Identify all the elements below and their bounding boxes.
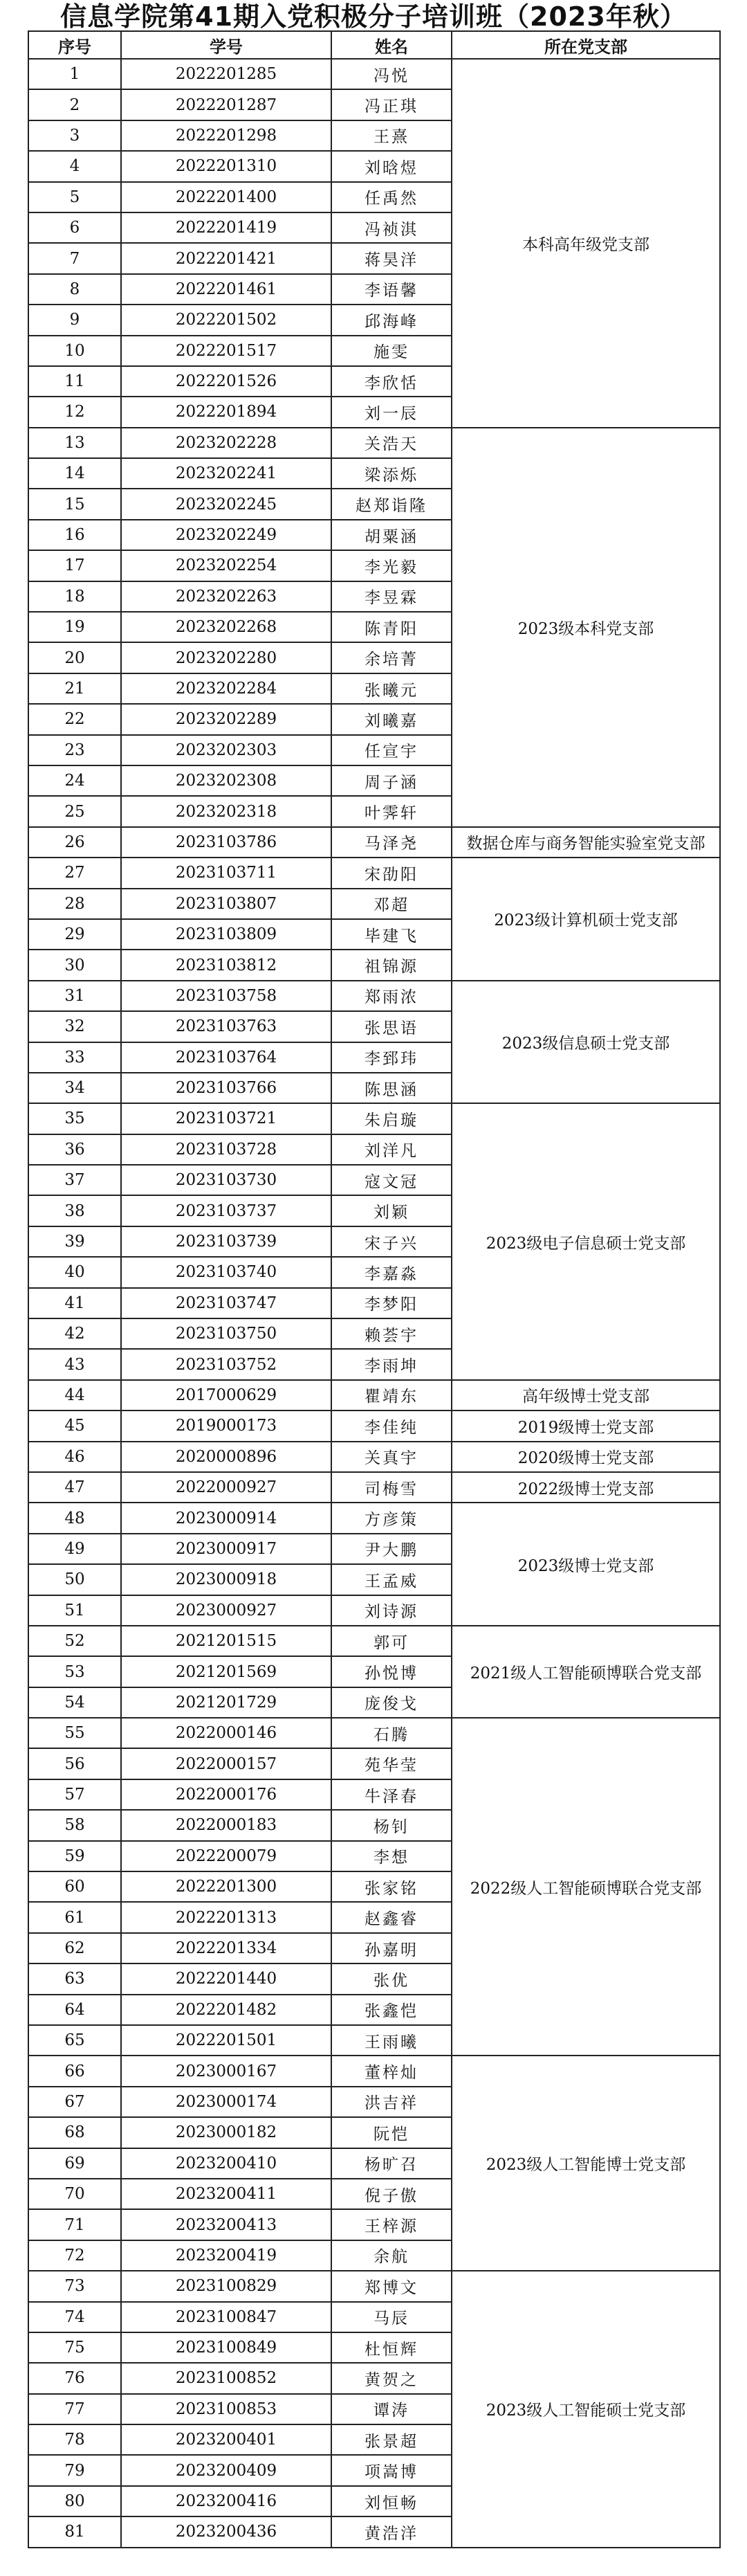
row-name: 冯祯淇 [331, 212, 452, 243]
row-student-id: 2023103763 [121, 1011, 331, 1042]
table-row [28, 1472, 720, 1503]
row-name: 陈青阳 [331, 612, 452, 642]
row-index: 2 [28, 89, 121, 120]
row-student-id: 2023103711 [121, 858, 331, 888]
header-branch: 所在党支部 [452, 31, 720, 59]
table-row [28, 2271, 720, 2301]
row-index: 18 [28, 581, 121, 612]
row-index: 57 [28, 1779, 121, 1810]
row-student-id: 2023000174 [121, 2087, 331, 2117]
row-index: 71 [28, 2209, 121, 2240]
row-index: 49 [28, 1534, 121, 1564]
table-row [28, 858, 720, 888]
row-student-id: 2022000146 [121, 1718, 331, 1748]
row-index: 80 [28, 2486, 121, 2516]
row-name: 关真宇 [331, 1442, 452, 1472]
row-name: 杨旷召 [331, 2148, 452, 2179]
row-name: 邓超 [331, 889, 452, 919]
row-student-id: 2023200413 [121, 2209, 331, 2240]
row-student-id: 2023103728 [121, 1134, 331, 1165]
row-student-id: 2023202280 [121, 642, 331, 673]
row-student-id: 2023000167 [121, 2056, 331, 2086]
row-student-id: 2022201310 [121, 151, 331, 181]
row-name: 张景超 [331, 2424, 452, 2455]
row-index: 24 [28, 765, 121, 796]
row-name: 牛泽春 [331, 1779, 452, 1810]
row-name: 刘恒畅 [331, 2486, 452, 2516]
row-student-id: 2022201526 [121, 366, 331, 397]
row-index: 21 [28, 673, 121, 704]
row-index: 26 [28, 827, 121, 858]
row-student-id: 2023103737 [121, 1195, 331, 1226]
table-row [28, 981, 720, 1011]
table-row [28, 827, 720, 858]
row-student-id: 2023000918 [121, 1564, 331, 1595]
row-index: 11 [28, 366, 121, 397]
row-name: 洪吉祥 [331, 2087, 452, 2117]
row-name: 赵郑诣隆 [331, 489, 452, 519]
row-index: 67 [28, 2087, 121, 2117]
row-student-id: 2023202318 [121, 796, 331, 826]
row-index: 17 [28, 550, 121, 581]
row-index: 56 [28, 1748, 121, 1779]
row-index: 30 [28, 950, 121, 980]
row-index: 4 [28, 151, 121, 181]
row-student-id: 2022200079 [121, 1841, 331, 1871]
row-student-id: 2023202254 [121, 550, 331, 581]
row-index: 16 [28, 520, 121, 550]
row-name: 倪子傲 [331, 2179, 452, 2209]
row-index: 78 [28, 2424, 121, 2455]
roster-table [28, 30, 721, 2548]
row-name: 王雨曦 [331, 2025, 452, 2056]
row-name: 冯悦 [331, 59, 452, 89]
row-name: 项嵩博 [331, 2455, 452, 2485]
row-name: 孙嘉明 [331, 1933, 452, 1963]
row-name: 杨钊 [331, 1810, 452, 1840]
row-index: 77 [28, 2394, 121, 2424]
row-student-id: 2019000173 [121, 1411, 331, 1441]
row-index: 40 [28, 1257, 121, 1287]
row-student-id: 2023202303 [121, 735, 331, 765]
row-name: 李嘉淼 [331, 1257, 452, 1287]
row-name: 赖荟宇 [331, 1318, 452, 1349]
row-index: 79 [28, 2455, 121, 2485]
row-student-id: 2022201300 [121, 1871, 331, 1902]
row-student-id: 2020000896 [121, 1442, 331, 1472]
row-student-id: 2023100847 [121, 2302, 331, 2332]
row-index: 23 [28, 735, 121, 765]
row-student-id: 2022201482 [121, 1995, 331, 2025]
row-student-id: 2023103740 [121, 1257, 331, 1287]
header-index: 序号 [28, 31, 121, 59]
branch-cell: 2022级博士党支部 [452, 1472, 720, 1503]
row-name: 刘颖 [331, 1195, 452, 1226]
row-name: 张思语 [331, 1011, 452, 1042]
row-name: 刘诗源 [331, 1595, 452, 1626]
row-student-id: 2023200409 [121, 2455, 331, 2485]
branch-cell: 2019级博士党支部 [452, 1411, 720, 1441]
row-student-id: 2023103730 [121, 1165, 331, 1195]
row-name: 董梓灿 [331, 2056, 452, 2086]
table-row [28, 1442, 720, 1472]
row-name: 刘洋凡 [331, 1134, 452, 1165]
row-student-id: 2023200401 [121, 2424, 331, 2455]
row-index: 58 [28, 1810, 121, 1840]
row-index: 33 [28, 1042, 121, 1073]
row-index: 61 [28, 1902, 121, 1932]
row-name: 李郅玮 [331, 1042, 452, 1073]
row-index: 81 [28, 2516, 121, 2547]
row-name: 李佳纯 [331, 1411, 452, 1441]
row-name: 郭可 [331, 1626, 452, 1656]
row-name: 李欣恬 [331, 366, 452, 397]
row-student-id: 2022201334 [121, 1933, 331, 1963]
row-name: 余培菁 [331, 642, 452, 673]
row-student-id: 2022000927 [121, 1472, 331, 1503]
branch-cell: 2022级人工智能硕博联合党支部 [452, 1718, 720, 2056]
row-index: 13 [28, 428, 121, 458]
row-student-id: 2023103764 [121, 1042, 331, 1073]
row-student-id: 2022201313 [121, 1902, 331, 1932]
row-name: 司梅雪 [331, 1472, 452, 1503]
row-name: 李想 [331, 1841, 452, 1871]
row-index: 43 [28, 1349, 121, 1379]
branch-cell: 2023级人工智能博士党支部 [452, 2056, 720, 2271]
header-name: 姓名 [331, 31, 452, 59]
branch-cell: 2023级博士党支部 [452, 1503, 720, 1626]
row-index: 31 [28, 981, 121, 1011]
header-row [28, 31, 720, 59]
row-index: 22 [28, 704, 121, 734]
row-index: 8 [28, 274, 121, 305]
row-name: 杜恒辉 [331, 2332, 452, 2363]
row-student-id: 2023103807 [121, 889, 331, 919]
row-name: 刘一辰 [331, 397, 452, 427]
row-name: 方彦策 [331, 1503, 452, 1533]
row-student-id: 2023103739 [121, 1226, 331, 1257]
row-index: 6 [28, 212, 121, 243]
row-student-id: 2022201502 [121, 305, 331, 335]
row-name: 蒋昊洋 [331, 243, 452, 273]
row-student-id: 2023200410 [121, 2148, 331, 2179]
row-index: 41 [28, 1288, 121, 1318]
row-index: 19 [28, 612, 121, 642]
row-student-id: 2023100852 [121, 2363, 331, 2393]
row-student-id: 2023100849 [121, 2332, 331, 2363]
row-student-id: 2022201287 [121, 89, 331, 120]
row-index: 15 [28, 489, 121, 519]
row-student-id: 2023103786 [121, 827, 331, 858]
table-row [28, 59, 720, 89]
branch-cell: 2023级人工智能硕士党支部 [452, 2271, 720, 2548]
row-name: 王熹 [331, 120, 452, 151]
row-name: 张优 [331, 1963, 452, 1994]
row-index: 35 [28, 1103, 121, 1134]
row-index: 3 [28, 120, 121, 151]
row-name: 余航 [331, 2240, 452, 2271]
row-name: 王孟威 [331, 1564, 452, 1595]
row-name: 邱海峰 [331, 305, 452, 335]
row-index: 29 [28, 919, 121, 950]
row-name: 李昱霖 [331, 581, 452, 612]
row-student-id: 2022000183 [121, 1810, 331, 1840]
row-student-id: 2023202241 [121, 458, 331, 489]
row-student-id: 2023200411 [121, 2179, 331, 2209]
row-name: 刘曦嘉 [331, 704, 452, 734]
row-index: 72 [28, 2240, 121, 2271]
row-name: 陈思涵 [331, 1073, 452, 1103]
row-name: 李梦阳 [331, 1288, 452, 1318]
row-name: 刘晗煜 [331, 151, 452, 181]
row-student-id: 2023103747 [121, 1288, 331, 1318]
row-name: 祖锦源 [331, 950, 452, 980]
row-index: 38 [28, 1195, 121, 1226]
row-name: 任禹然 [331, 182, 452, 212]
row-student-id: 2022201440 [121, 1963, 331, 1994]
row-index: 73 [28, 2271, 121, 2301]
row-student-id: 2022201285 [121, 59, 331, 89]
row-student-id: 2023200416 [121, 2486, 331, 2516]
row-index: 70 [28, 2179, 121, 2209]
row-index: 1 [28, 59, 121, 89]
row-name: 朱启璇 [331, 1103, 452, 1134]
row-index: 14 [28, 458, 121, 489]
table-row [28, 1718, 720, 1748]
row-name: 孙悦博 [331, 1656, 452, 1687]
row-student-id: 2023000927 [121, 1595, 331, 1626]
row-index: 7 [28, 243, 121, 273]
row-index: 39 [28, 1226, 121, 1257]
row-index: 65 [28, 2025, 121, 2056]
branch-cell: 2023级信息硕士党支部 [452, 981, 720, 1104]
branch-cell: 2023级计算机硕士党支部 [452, 858, 720, 981]
row-name: 郑博文 [331, 2271, 452, 2301]
row-name: 马辰 [331, 2302, 452, 2332]
row-student-id: 2023202263 [121, 581, 331, 612]
row-name: 胡粟涵 [331, 520, 452, 550]
table-row [28, 1380, 720, 1411]
table-row [28, 1626, 720, 1656]
row-index: 28 [28, 889, 121, 919]
row-name: 宋子兴 [331, 1226, 452, 1257]
branch-cell: 2023级电子信息硕士党支部 [452, 1103, 720, 1380]
row-student-id: 2021201515 [121, 1626, 331, 1656]
table-row [28, 1103, 720, 1134]
row-index: 32 [28, 1011, 121, 1042]
table-row [28, 1411, 720, 1441]
row-student-id: 2023103809 [121, 919, 331, 950]
roster-body [28, 59, 720, 2548]
row-index: 48 [28, 1503, 121, 1533]
row-student-id: 2023202228 [121, 428, 331, 458]
row-index: 27 [28, 858, 121, 888]
row-name: 施雯 [331, 336, 452, 366]
row-index: 60 [28, 1871, 121, 1902]
row-student-id: 2023103812 [121, 950, 331, 980]
row-student-id: 2023202284 [121, 673, 331, 704]
row-student-id: 2022201894 [121, 397, 331, 427]
row-student-id: 2023000182 [121, 2117, 331, 2148]
branch-cell: 本科高年级党支部 [452, 59, 720, 428]
row-name: 赵鑫睿 [331, 1902, 452, 1932]
row-student-id: 2023103750 [121, 1318, 331, 1349]
row-student-id: 2023103721 [121, 1103, 331, 1134]
row-student-id: 2023000917 [121, 1534, 331, 1564]
row-student-id: 2021201729 [121, 1687, 331, 1718]
row-student-id: 2022201517 [121, 336, 331, 366]
row-name: 尹大鹏 [331, 1534, 452, 1564]
row-index: 47 [28, 1472, 121, 1503]
page-title: 信息学院第41期入党积极分子培训班（2023年秋） [60, 1, 687, 30]
table-row [28, 1503, 720, 1533]
row-student-id: 2023200419 [121, 2240, 331, 2271]
row-student-id: 2023202245 [121, 489, 331, 519]
row-index: 5 [28, 182, 121, 212]
row-index: 37 [28, 1165, 121, 1195]
row-student-id: 2023103758 [121, 981, 331, 1011]
row-index: 63 [28, 1963, 121, 1994]
row-name: 张鑫恺 [331, 1995, 452, 2025]
row-name: 宋劭阳 [331, 858, 452, 888]
header-student-id: 学号 [121, 31, 331, 59]
row-student-id: 2023202289 [121, 704, 331, 734]
row-student-id: 2023202249 [121, 520, 331, 550]
row-index: 36 [28, 1134, 121, 1165]
row-name: 马泽尧 [331, 827, 452, 858]
row-index: 10 [28, 336, 121, 366]
row-index: 59 [28, 1841, 121, 1871]
row-index: 54 [28, 1687, 121, 1718]
row-student-id: 2022201400 [121, 182, 331, 212]
row-name: 庞俊戈 [331, 1687, 452, 1718]
row-student-id: 2022201298 [121, 120, 331, 151]
row-name: 谭涛 [331, 2394, 452, 2424]
row-name: 郑雨浓 [331, 981, 452, 1011]
row-index: 44 [28, 1380, 121, 1411]
row-name: 李语馨 [331, 274, 452, 305]
row-student-id: 2023100829 [121, 2271, 331, 2301]
row-student-id: 2017000629 [121, 1380, 331, 1411]
row-index: 9 [28, 305, 121, 335]
row-name: 黄浩洋 [331, 2516, 452, 2547]
table-row [28, 2056, 720, 2086]
branch-cell: 2020级博士党支部 [452, 1442, 720, 1472]
row-name: 任宣宇 [331, 735, 452, 765]
row-name: 周子涵 [331, 765, 452, 796]
row-name: 梁添烁 [331, 458, 452, 489]
row-name: 王梓源 [331, 2209, 452, 2240]
row-name: 苑华莹 [331, 1748, 452, 1779]
row-name: 李光毅 [331, 550, 452, 581]
row-student-id: 2023200436 [121, 2516, 331, 2547]
row-index: 34 [28, 1073, 121, 1103]
row-student-id: 2022000157 [121, 1748, 331, 1779]
row-name: 毕建飞 [331, 919, 452, 950]
row-index: 62 [28, 1933, 121, 1963]
row-index: 64 [28, 1995, 121, 2025]
branch-cell: 2023级本科党支部 [452, 428, 720, 827]
branch-cell: 高年级博士党支部 [452, 1380, 720, 1411]
row-index: 45 [28, 1411, 121, 1441]
row-index: 51 [28, 1595, 121, 1626]
branch-cell: 2021级人工智能硕博联合党支部 [452, 1626, 720, 1718]
row-name: 李雨坤 [331, 1349, 452, 1379]
row-index: 46 [28, 1442, 121, 1472]
row-student-id: 2023103766 [121, 1073, 331, 1103]
row-name: 关浩天 [331, 428, 452, 458]
roster-sheet [28, 0, 719, 2548]
row-name: 冯正琪 [331, 89, 452, 120]
row-index: 75 [28, 2332, 121, 2363]
row-index: 42 [28, 1318, 121, 1349]
row-student-id: 2022201461 [121, 274, 331, 305]
row-student-id: 2023100853 [121, 2394, 331, 2424]
row-index: 25 [28, 796, 121, 826]
row-student-id: 2022201501 [121, 2025, 331, 2056]
row-name: 石腾 [331, 1718, 452, 1748]
row-index: 68 [28, 2117, 121, 2148]
row-student-id: 2022201419 [121, 212, 331, 243]
row-index: 12 [28, 397, 121, 427]
row-index: 53 [28, 1656, 121, 1687]
row-index: 52 [28, 1626, 121, 1656]
row-student-id: 2023202268 [121, 612, 331, 642]
row-name: 张家铭 [331, 1871, 452, 1902]
row-student-id: 2022000176 [121, 1779, 331, 1810]
row-name: 黄贺之 [331, 2363, 452, 2393]
row-student-id: 2022201421 [121, 243, 331, 273]
row-student-id: 2023103752 [121, 1349, 331, 1379]
row-name: 寇文冠 [331, 1165, 452, 1195]
row-index: 69 [28, 2148, 121, 2179]
row-index: 66 [28, 2056, 121, 2086]
row-name: 阮恺 [331, 2117, 452, 2148]
row-student-id: 2021201569 [121, 1656, 331, 1687]
row-index: 20 [28, 642, 121, 673]
row-name: 张曦元 [331, 673, 452, 704]
row-index: 50 [28, 1564, 121, 1595]
row-index: 55 [28, 1718, 121, 1748]
row-name: 叶霁轩 [331, 796, 452, 826]
row-index: 76 [28, 2363, 121, 2393]
branch-cell: 数据仓库与商务智能实验室党支部 [452, 827, 720, 858]
row-student-id: 2023000914 [121, 1503, 331, 1533]
row-name: 瞿靖东 [331, 1380, 452, 1411]
row-index: 74 [28, 2302, 121, 2332]
row-student-id: 2023202308 [121, 765, 331, 796]
table-row [28, 428, 720, 458]
